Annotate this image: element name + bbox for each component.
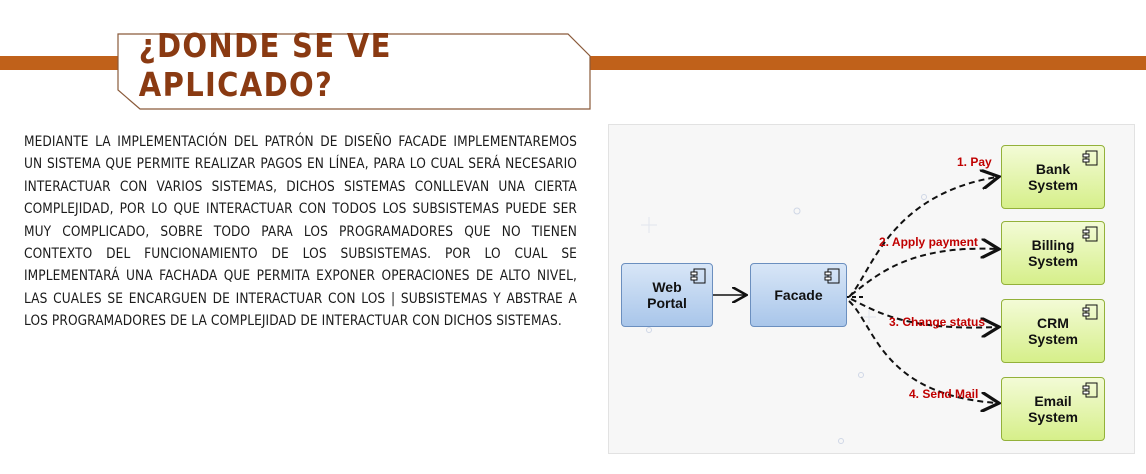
arrow-billing [851,249,997,295]
op-label-pay: 1. Pay [957,155,992,169]
facade-diagram [608,124,1135,454]
bank-system-box [1001,145,1105,209]
op-label-change-status: 3. Change status [889,315,986,329]
crm-line1: CRM [1037,315,1069,331]
billing-line1: Billing [1031,237,1075,253]
bank-line1: Bank [1035,161,1071,177]
crm-system-box [1001,299,1105,363]
component-icon [1082,304,1098,320]
web-portal-line2: Portal [647,295,687,311]
billing-line2: System [1028,253,1078,269]
email-line1: Email [1034,393,1072,409]
component-icon [690,268,706,284]
crm-line2: System [1028,331,1078,347]
component-icon [824,268,840,284]
bank-line2: System [1028,177,1078,193]
email-line2: System [1028,409,1078,425]
web-portal-box [621,263,713,327]
op-label-apply-payment: 2. Apply payment [879,235,978,249]
billing-system-box [1001,221,1105,285]
facade-label: Facade [774,287,823,303]
page-title: ¿DONDE SE VE APLICADO? [138,26,392,104]
facade-box [750,263,847,327]
op-label-send-mail: 4. Send Mail [909,387,979,401]
web-portal-line1: Web [652,279,682,295]
body-paragraph: MEDIANTE LA IMPLEMENTACIÓN DEL PATRÓN DE DISEÑO FACADE IMPLEMENTAREMOS UN SISTEMA QUE PERMITE REALIZAR PAGOS EN LÍNEA, PARA LO CUAL SERÁ NECESARIO INTERACTUAR CON VARIOS SISTEMAS, DICHOS SISTEMAS CONLLEVAN UNA CIERTA COMPLEJIDAD, POR LO QUE INTERACTUAR CON TODOS LOS SUBSISTEMAS PUEDE SER MUY COMPLICADO, SOBRE TODO PARA LOS PROGRAMADORES QUE NO TIENEN CONTEXTO DEL FUNCIONAMIENTO DE LOS SUBSISTEMAS. POR LO CUAL SE IMPLEMENTARÁ UNA FACHADA QUE PERMITA EXPONER OPERACIONES DE ALTO NIVEL, LAS CUALES SE ENCARGUEN DE INTERACTUAR CON LOS | SUBSISTEMAS Y ABSTRAE A LOS PROGRAMADORES DE LA COMPLEJIDAD DE INTERACTUAR CON DICHOS SISTEMAS. [24,134,577,330]
component-icon [1082,226,1098,242]
email-system-box [1001,377,1105,441]
component-icon [1082,150,1098,166]
component-icon [1082,382,1098,398]
